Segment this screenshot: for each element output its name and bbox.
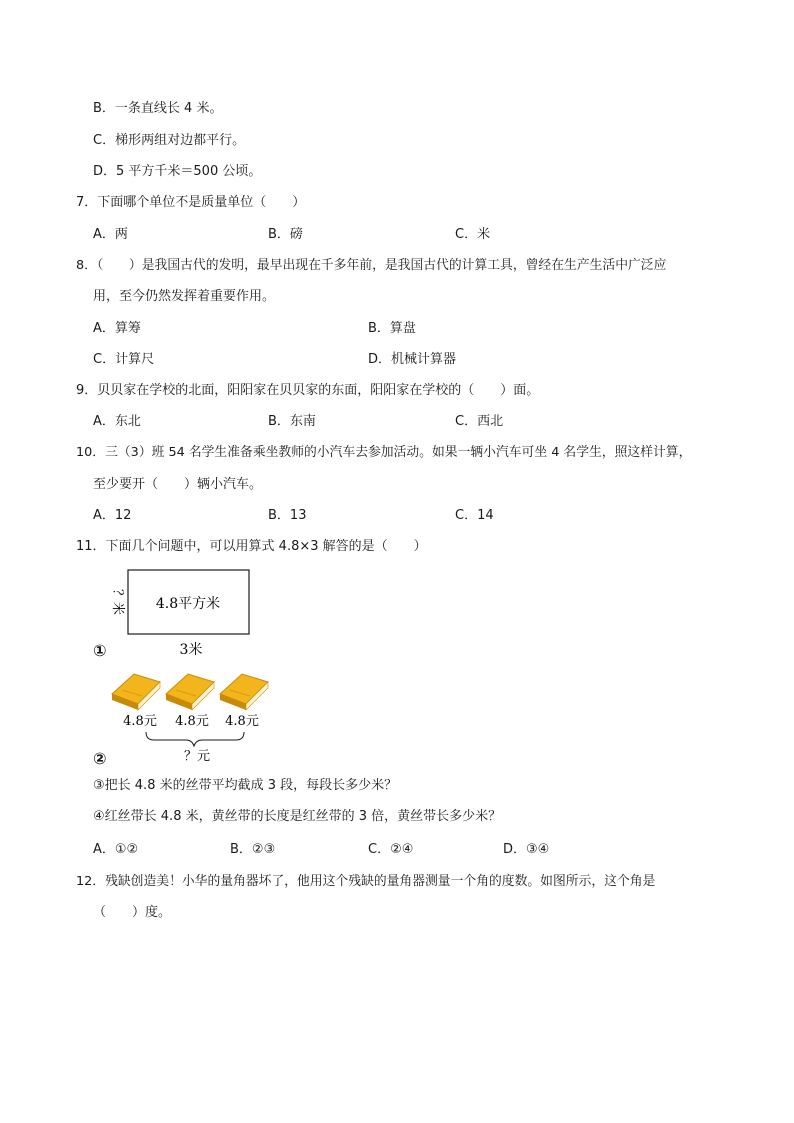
figure-1-marker: ① bbox=[93, 641, 107, 660]
figure-2-marker: ② bbox=[93, 749, 107, 768]
q10-stem-line2: 至少要开（ ）辆小汽车。 bbox=[93, 477, 263, 492]
book-icon bbox=[220, 674, 268, 710]
q8-option-b: B．算盘 bbox=[368, 321, 416, 336]
q6-option-b: B．一条直线长 4 米。 bbox=[93, 101, 223, 116]
q11-item-4: ④红丝带长 4.8 米，黄丝带的长度是红丝带的 3 倍，黄丝带长多少米？ bbox=[93, 809, 502, 824]
q7-option-b: B．磅 bbox=[268, 227, 303, 242]
q10-stem-line1: 10．三（3）班 54 名学生准备乘坐教师的小汽车去参加活动。如果一辆小汽车可坐 4 名学生，照这样计算， bbox=[76, 445, 692, 460]
rectangle-area-label: 4.8平方米 bbox=[155, 596, 221, 612]
q8-stem-line1: 8．（ ）是我国古代的发明，最早出现在千多年前，是我国古代的计算工具，曾经在生产生活中广泛应 bbox=[76, 258, 667, 273]
q7-stem: 7．下面哪个单位不是质量单位（ ） bbox=[76, 195, 306, 210]
q10-option-a: A．12 bbox=[93, 508, 132, 523]
q6-option-c: C．梯形两组对边都平行。 bbox=[93, 133, 246, 148]
book-price-2: 4.8元 bbox=[175, 714, 209, 729]
price-labels bbox=[108, 708, 288, 778]
q12-stem-line1: 12．残缺创造美！小华的量角器坏了，他用这个残缺的量角器测量一个角的度数。如图所示，这个角是 bbox=[76, 874, 656, 889]
q8-option-d: D．机械计算器 bbox=[368, 352, 457, 367]
q9-option-a: A．东北 bbox=[93, 414, 141, 429]
q8-option-c: C．计算尺 bbox=[93, 352, 155, 367]
q11-option-c: C．②④ bbox=[368, 842, 414, 857]
q10-option-c: C．14 bbox=[455, 508, 494, 523]
q6-option-d: D．5 平方千米＝500 公顷。 bbox=[93, 164, 262, 179]
q11-option-b: B．②③ bbox=[230, 842, 276, 857]
total-brace bbox=[146, 732, 244, 746]
q11-option-d: D．③④ bbox=[503, 842, 550, 857]
rectangle-side-label: ？米 bbox=[110, 588, 125, 616]
q11-stem: 11．下面几个问题中，可以用算式 4.8×3 解答的是（ ） bbox=[76, 539, 427, 554]
book-icon bbox=[112, 674, 160, 710]
total-label: ？元 bbox=[183, 749, 211, 764]
book-price-3: 4.8元 bbox=[225, 714, 259, 729]
book-icon bbox=[166, 674, 214, 710]
q9-option-c: C．西北 bbox=[455, 414, 504, 429]
book-price-1: 4.8元 bbox=[123, 714, 157, 729]
q7-option-a: A．两 bbox=[93, 227, 128, 242]
q10-option-b: B．13 bbox=[268, 508, 307, 523]
rectangle-bottom-label: 3米 bbox=[179, 642, 203, 658]
q8-stem-line2: 用，至今仍然发挥着重要作用。 bbox=[93, 289, 276, 304]
q7-option-c: C．米 bbox=[455, 227, 491, 242]
q11-option-a: A．①② bbox=[93, 842, 139, 857]
q8-option-a: A．算筹 bbox=[93, 321, 141, 336]
q11-item-3: ③把长 4.8 米的丝带平均截成 3 段，每段长多少米？ bbox=[93, 778, 398, 793]
q12-stem-line2: （ ）度。 bbox=[93, 905, 172, 920]
rectangle-figure bbox=[100, 562, 340, 662]
q9-option-b: B．东南 bbox=[268, 414, 316, 429]
q9-stem: 9．贝贝家在学校的北面，阳阳家在贝贝家的东面，阳阳家在学校的（ ）面。 bbox=[76, 383, 540, 398]
